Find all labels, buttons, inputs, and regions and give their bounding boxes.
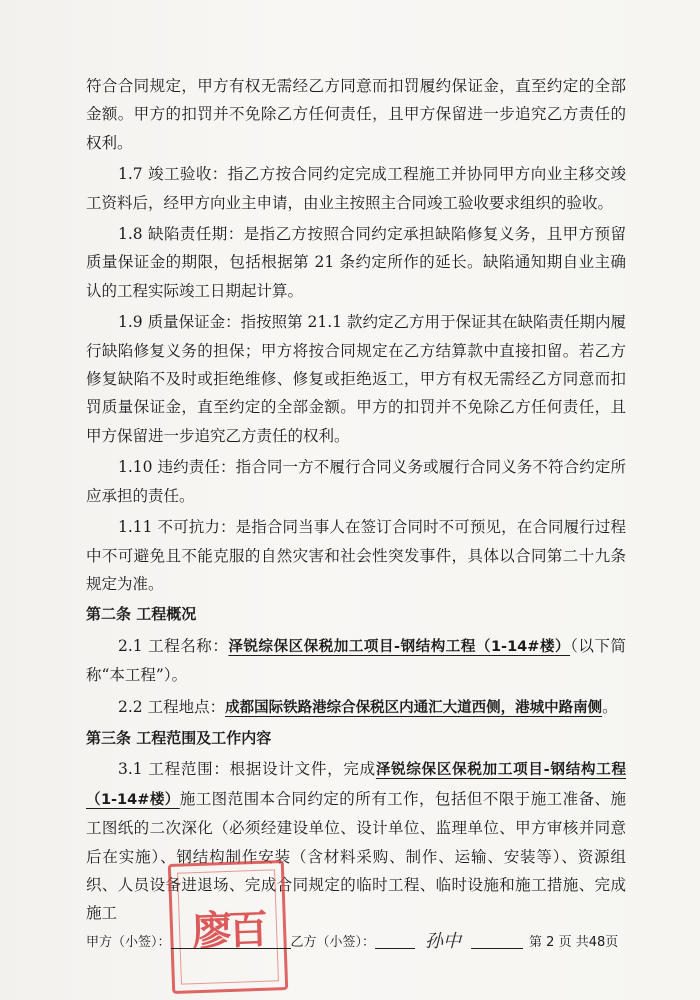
stamp-inner-border — [177, 869, 279, 984]
clause-2-1-suffix: （以下简称“本工程”）。 — [86, 636, 626, 685]
clause-3-1-prefix: 3.1 工程范围：根据设计文件，完成 — [118, 760, 376, 779]
page-number: 第 2 页 共48页 — [529, 934, 619, 950]
party-b-signature: 孙中 — [425, 931, 462, 952]
clause-1-11: 1.11 不可抗力：是指合同当事人在签订合同时不可预见，在合同履行过程中不可避免且不能克服的自然灾害和社会性突发事件，具体以合同第二十九条规定为准。 — [86, 518, 626, 593]
red-seal-stamp — [168, 860, 288, 994]
clause-2-2 — [86, 693, 626, 722]
party-a-initial-label: 甲方（小签）： — [86, 934, 171, 950]
project-name-scope: 泽锐综保区保税加工项目-钢结构工程（1-14#楼） — [86, 762, 626, 808]
project-name: 泽锐综保区保税加工项目-钢结构工程（1-14#楼） — [228, 638, 571, 655]
project-location: 成都国际铁路港综合保税区内通汇大道西侧，港城中路南侧 — [225, 699, 603, 716]
clause-3-1-suffix: 施工图范围本合同约定的所有工作，包括但不限于施工准备、施工图纸的二次深化（必须经建设单位、设计单位、监理单位、甲方审核并同意后在实施）、钢结构制作安装（含材料采购、制作、运输、安装等）、资源组织、人员设备进退场、完成合同规定的临时工程、临时设施和施工措施、完成施工 — [86, 789, 626, 923]
paragraph-continued: 符合合同规定，甲方有权无需经乙方同意而扣罚履约保证金，直至约定的全部金额。甲方的扣罚并不免除乙方任何责任，且甲方保留进一步追究乙方责任的权利。 — [86, 77, 626, 152]
party-a-initial-line — [171, 932, 291, 949]
clause-3-1 — [86, 755, 626, 927]
contract-body — [86, 72, 626, 928]
article-3-heading: 第三条 工程范围及工作内容 — [86, 728, 272, 747]
party-b-initial-label: 乙方（小签）： — [290, 934, 376, 950]
party-b-line-left — [375, 932, 415, 949]
page-footer — [86, 928, 646, 952]
clause-1-10: 1.10 违约责任：指合同一方不履行合同义务或履行合同义务不符合约定所应承担的责任。 — [86, 458, 626, 505]
party-b-line-right — [471, 932, 523, 949]
article-2-heading: 第二条 工程概况 — [86, 605, 197, 624]
clause-2-2-suffix: 。 — [602, 697, 618, 716]
clause-2-2-prefix: 2.2 工程地点： — [118, 697, 226, 716]
stamp-text: 廖百 — [191, 905, 265, 955]
clause-2-1-prefix: 2.1 工程名称： — [118, 636, 229, 655]
clause-1-7: 1.7 竣工验收：指乙方按合同约定完成工程施工并协同甲方向业主移交竣工资料后，经甲方向业主申请，由业主按照主合同竣工验收要求组织的验收。 — [86, 165, 626, 212]
clause-1-8: 1.8 缺陷责任期：是指乙方按照合同约定承担缺陷修复义务，且甲方预留质量保证金的期限，包括根据第 21 条约定所作的延长。缺陷通知期自业主确认的工程实际竣工日期起计算。 — [86, 225, 626, 300]
clause-1-9: 1.9 质量保证金：指按照第 21.1 款约定乙方用于保证其在缺陷责任期内履行缺陷修复义务的担保；甲方将按合同规定在乙方结算款中直接扣留。若乙方修复缺陷不及时或拒绝维修、修复或拒绝返工，甲方有权无需经乙方同意而扣罚质量保证金，直至约定的全部金额。甲方的扣罚并不免除乙方任何责任，且甲方保留进一步追究乙方责任的权利。 — [86, 313, 626, 445]
clause-2-1 — [86, 632, 626, 690]
